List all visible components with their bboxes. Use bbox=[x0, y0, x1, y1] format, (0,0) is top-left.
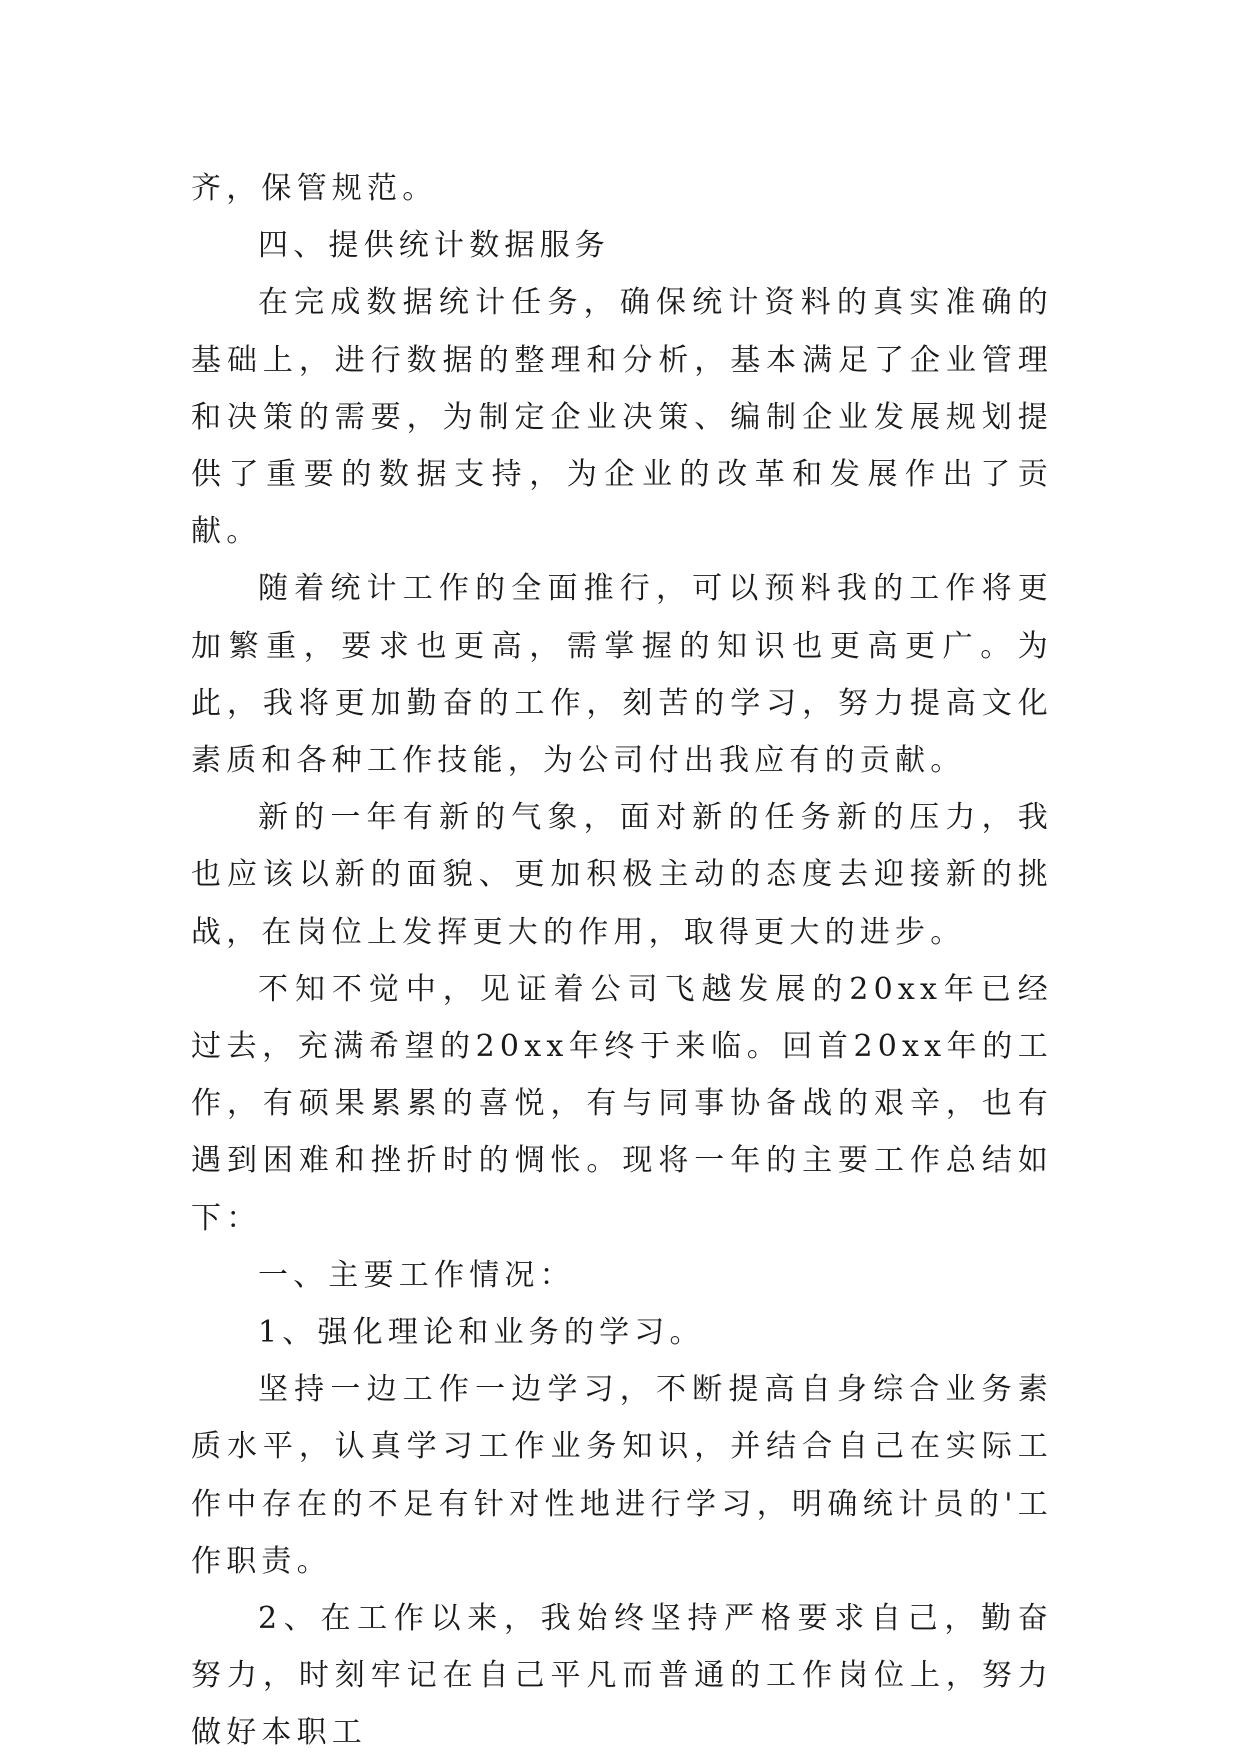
section-heading-4: 四、提供统计数据服务 bbox=[258, 228, 610, 264]
paragraph: 随着统计工作的全面推行，可以预料我的工作将更加繁重，要求也更高，需掌握的知识也更高更广。为此，我将更加勤奋的工作，刻苦的学习，努力提高文化素质和各种工作技能，为公司付出我应有的贡献。 bbox=[191, 571, 1053, 779]
paragraph: 不知不觉中，见证着公司飞越发展的20xx年已经过去，充满希望的20xx年终于来临。回首20xx年的工作，有硕果累累的喜悦，有与同事协备战的艰辛，也有遇到困难和挫折时的惆怅。现将一年的主要工作总结如下： bbox=[191, 971, 1053, 1236]
paragraph: 2、在工作以来，我始终坚持严格要求自己，勤奋努力，时刻牢记在自己平凡而普通的工作岗位上，努力做好本职工 bbox=[191, 1601, 1053, 1751]
document-body bbox=[191, 160, 1053, 1762]
paragraph: 在完成数据统计任务，确保统计资料的真实准确的基础上，进行数据的整理和分析，基本满足了企业管理和决策的需要，为制定企业决策、编制企业发展规划提供了重要的数据支持，为企业的改革和发展作出了贡献。 bbox=[191, 285, 1053, 550]
paragraph-continuation: 齐，保管规范。 bbox=[191, 171, 438, 206]
paragraph: 新的一年有新的气象，面对新的任务新的压力，我也应该以新的面貌、更加积极主动的态度去迎接新的挑战，在岗位上发挥更大的作用，取得更大的进步。 bbox=[191, 800, 1053, 950]
section-heading-1: 一、主要工作情况： bbox=[258, 1257, 575, 1293]
subsection-heading-1: 1、强化理论和业务的学习。 bbox=[258, 1315, 705, 1351]
paragraph: 坚持一边工作一边学习，不断提高自身综合业务素质水平，认真学习工作业务知识，并结合自己在实际工作中存在的不足有针对性地进行学习，明确统计员的'工作职责。 bbox=[191, 1372, 1053, 1579]
